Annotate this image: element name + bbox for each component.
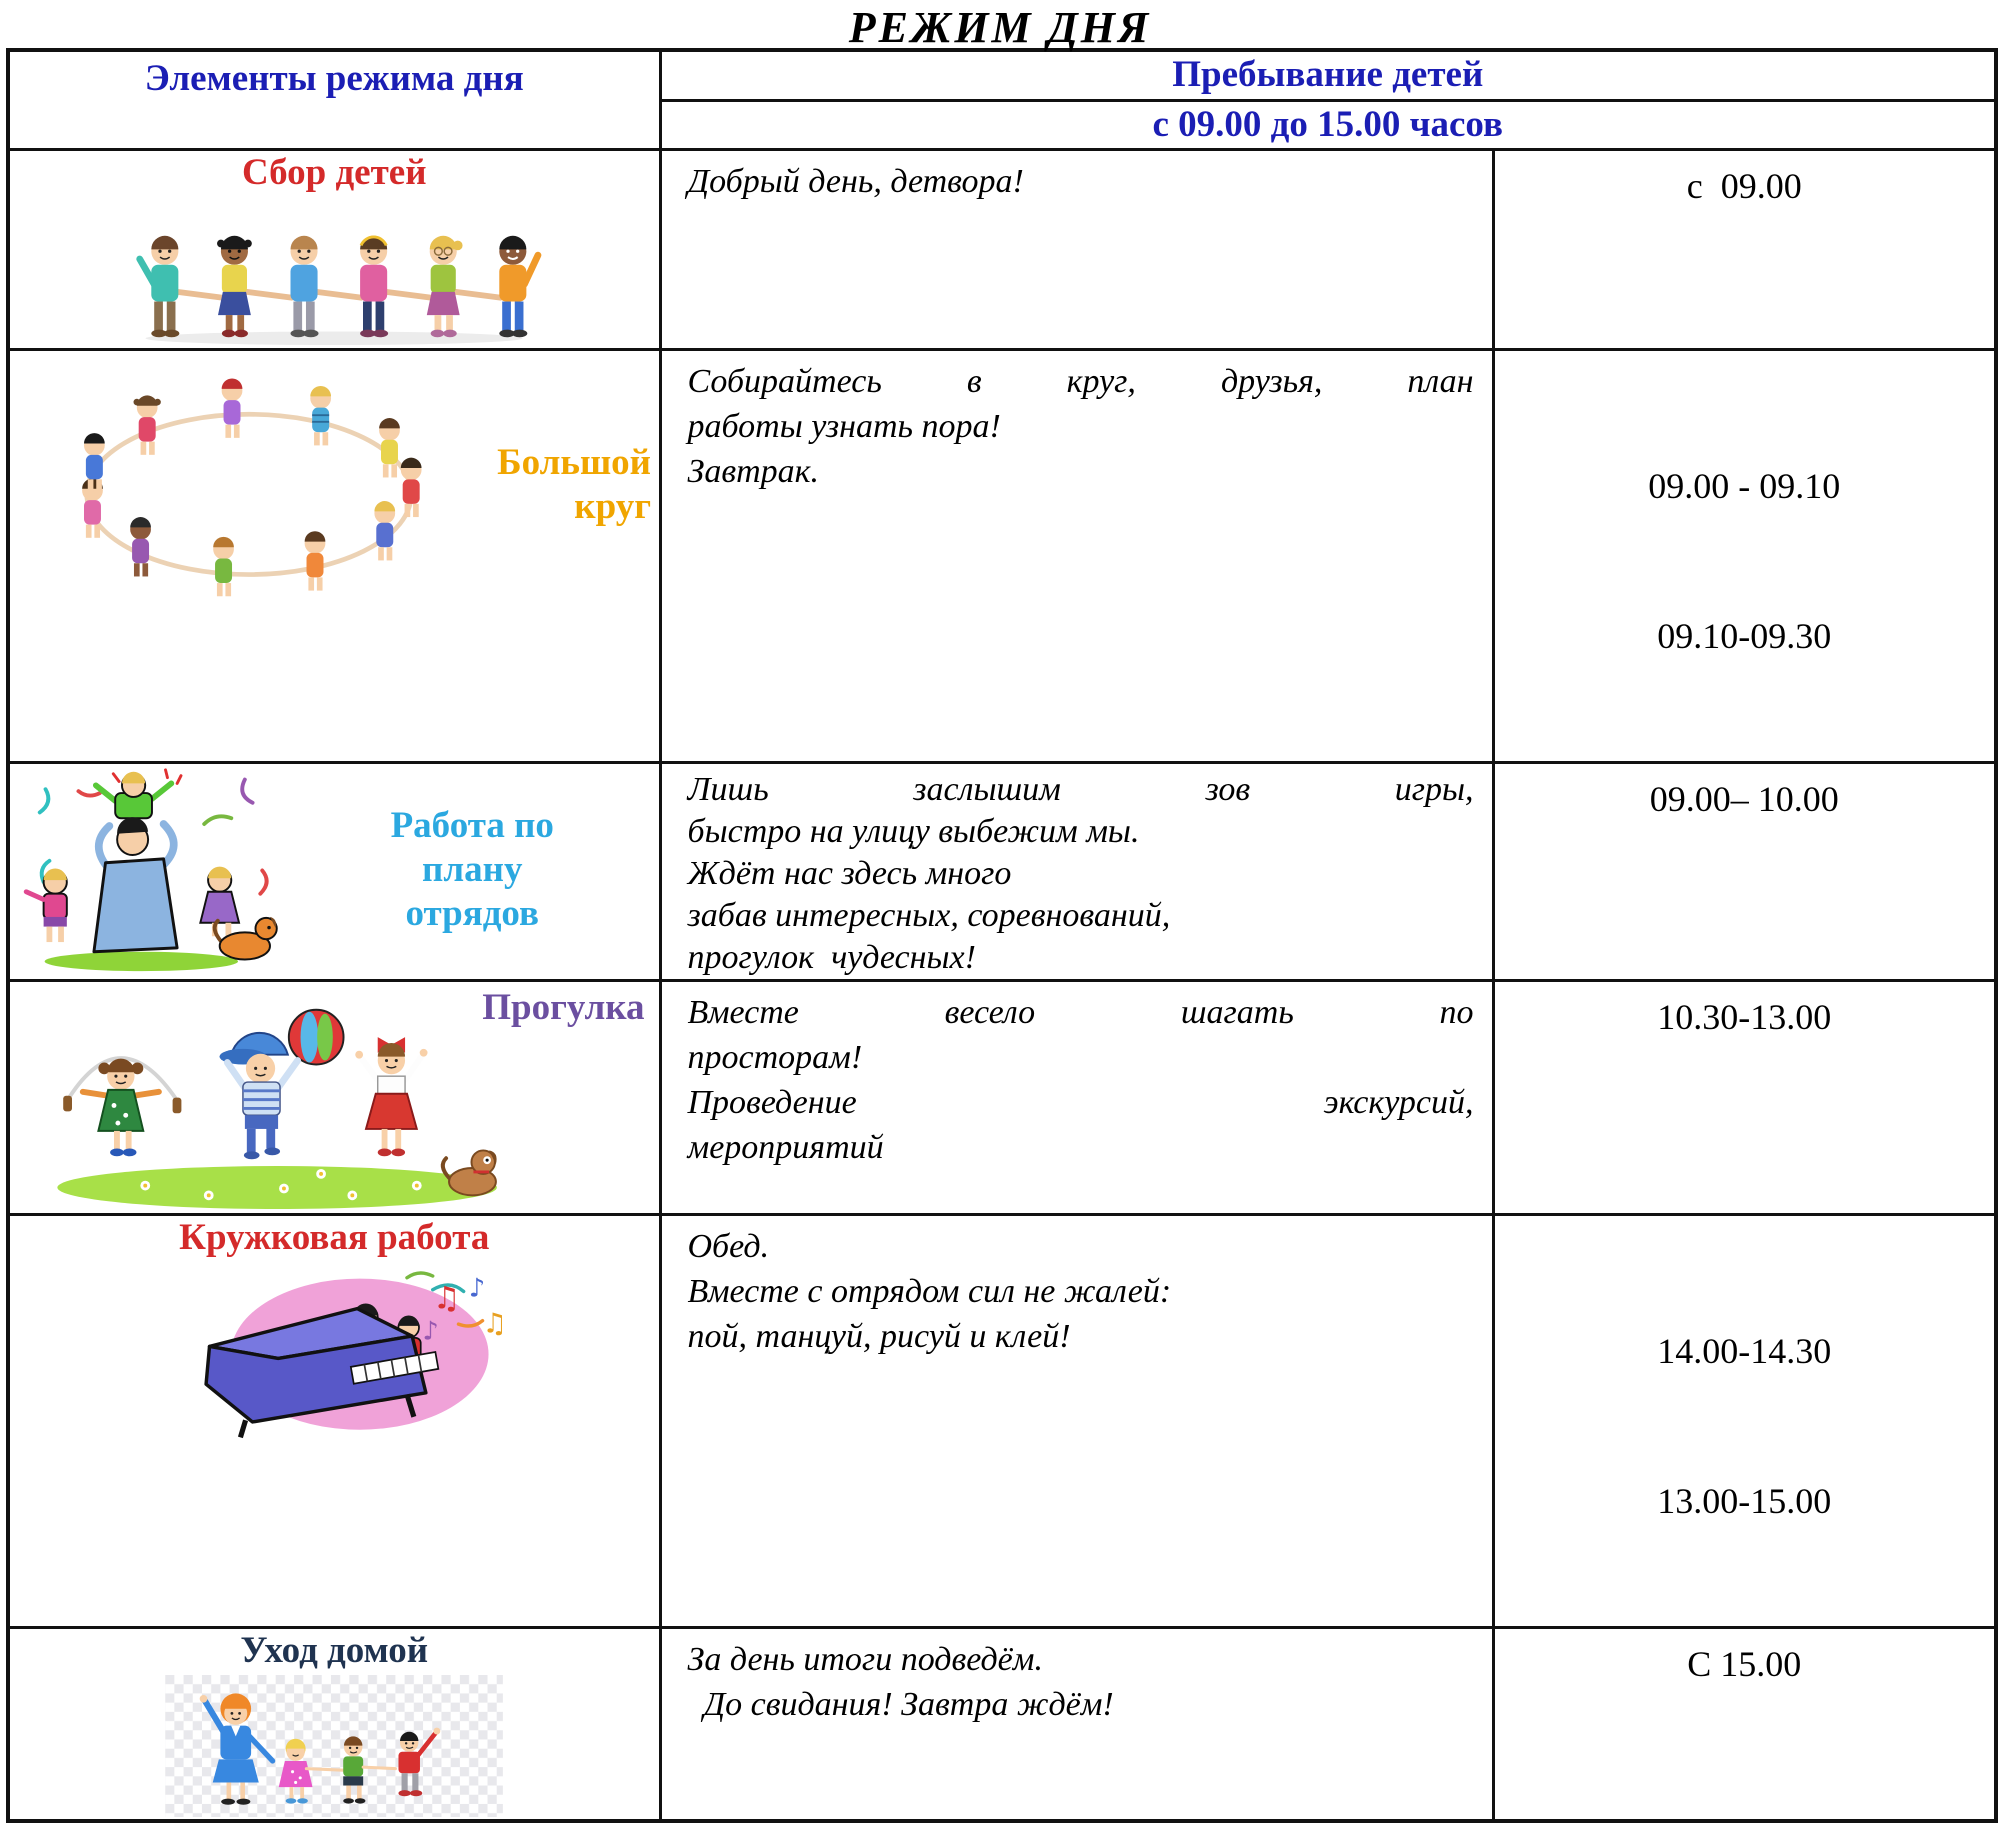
activity-cell (8, 1627, 660, 1821)
svg-text:♫: ♫ (482, 1308, 508, 1340)
activity-label: Уход домой (240, 1629, 429, 1671)
description-line: работы узнать пора! (687, 407, 1001, 445)
description-line: Обед. (687, 1227, 770, 1265)
header-row-1 (8, 50, 1996, 100)
description-line: быстро на улицу выбежим мы. (687, 812, 1140, 850)
description-line: Ждёт нас здесь много (687, 854, 1012, 892)
page-title: РЕЖИМ ДНЯ (848, 3, 1152, 52)
activity-label: Работа по плану отрядов (390, 804, 554, 934)
activity-label: Сбор детей (241, 151, 427, 193)
time-value: С 15.00 (1687, 1643, 1802, 1684)
children-holding-hands-image (119, 201, 549, 346)
time-cell (1493, 980, 1996, 1214)
time-value: 09.00 - 09.10 (1648, 465, 1841, 506)
activity-cell (8, 349, 660, 762)
activity-cell (8, 762, 660, 980)
activity-label: Прогулка (482, 986, 645, 1028)
description-line: Завтрак. (687, 452, 820, 490)
description-line: Собирайтесь в круг, друзья, план (687, 362, 1474, 400)
description-line: прогулок чудесных! (687, 938, 976, 976)
activity-label: Большой круг (497, 441, 651, 527)
schedule-table (6, 48, 1998, 1823)
time-cell (1493, 762, 1996, 980)
teacher-with-children-image (114, 1675, 554, 1817)
table-row (8, 1627, 1996, 1821)
description-cell (660, 980, 1493, 1214)
description-cell (660, 349, 1493, 762)
description-line: мероприятий (687, 1128, 884, 1166)
time-value: 10.30-13.00 (1657, 996, 1832, 1037)
activity-cell (8, 149, 660, 349)
time-cell (1493, 1627, 1996, 1821)
description-line: До свидания! Завтра ждём! (703, 1685, 1114, 1723)
description-cell (660, 149, 1493, 349)
description-line: просторам! (687, 1038, 863, 1076)
activity-label: Кружковая работа (179, 1216, 490, 1258)
description-line: Проведение экскурсий, (687, 1083, 1474, 1121)
children-playing-outdoors-image (22, 1000, 542, 1210)
description-line: Вместе весело шагать по (687, 993, 1474, 1031)
activity-cell (8, 1214, 660, 1627)
description-line: Добрый день, детвора! (687, 162, 1024, 200)
piano-lesson-image (119, 1264, 549, 1440)
header-cell-hours (660, 100, 1996, 149)
time-cell (1493, 1214, 1996, 1627)
time-value: с 09.00 (1686, 165, 1802, 206)
svg-text:♪: ♪ (422, 1316, 440, 1347)
header-cell-stay (660, 50, 1996, 100)
family-celebration-image (16, 766, 286, 974)
table-row (8, 980, 1996, 1214)
description-cell (660, 1627, 1493, 1821)
header-stay-label: Пребывание детей (1172, 54, 1484, 95)
table-row (8, 349, 1996, 762)
description-line: Лишь заслышим зов игры, (687, 770, 1474, 808)
time-cell (1493, 149, 1996, 349)
description-line: пой, танцуй, рисуй и клей! (687, 1317, 1071, 1355)
time-value: 13.00-15.00 (1657, 1480, 1832, 1521)
description-line: Вместе с отрядом сил не жалей: (687, 1272, 1172, 1310)
table-row (8, 149, 1996, 349)
svg-text:♫: ♫ (432, 1280, 461, 1317)
header-cell-elements (8, 50, 660, 149)
time-value: 14.00-14.30 (1657, 1330, 1832, 1371)
description-line: забав интересных, соревнований, (687, 896, 1171, 934)
header-elements-label: Элементы режима дня (144, 58, 524, 99)
table-row (8, 1214, 1996, 1627)
header-hours-label: с 09.00 до 15.00 часов (1152, 103, 1503, 145)
description-cell (660, 762, 1493, 980)
table-row (8, 762, 1996, 980)
time-value: 09.10-09.30 (1657, 615, 1832, 656)
svg-text:♪: ♪ (469, 1273, 486, 1304)
time-value: 09.00– 10.00 (1649, 778, 1839, 819)
description-line: За день итоги подведём. (687, 1640, 1043, 1678)
description-cell (660, 1214, 1493, 1627)
activity-cell (8, 980, 660, 1214)
time-cell (1493, 349, 1996, 762)
children-in-circle-image (24, 353, 474, 617)
